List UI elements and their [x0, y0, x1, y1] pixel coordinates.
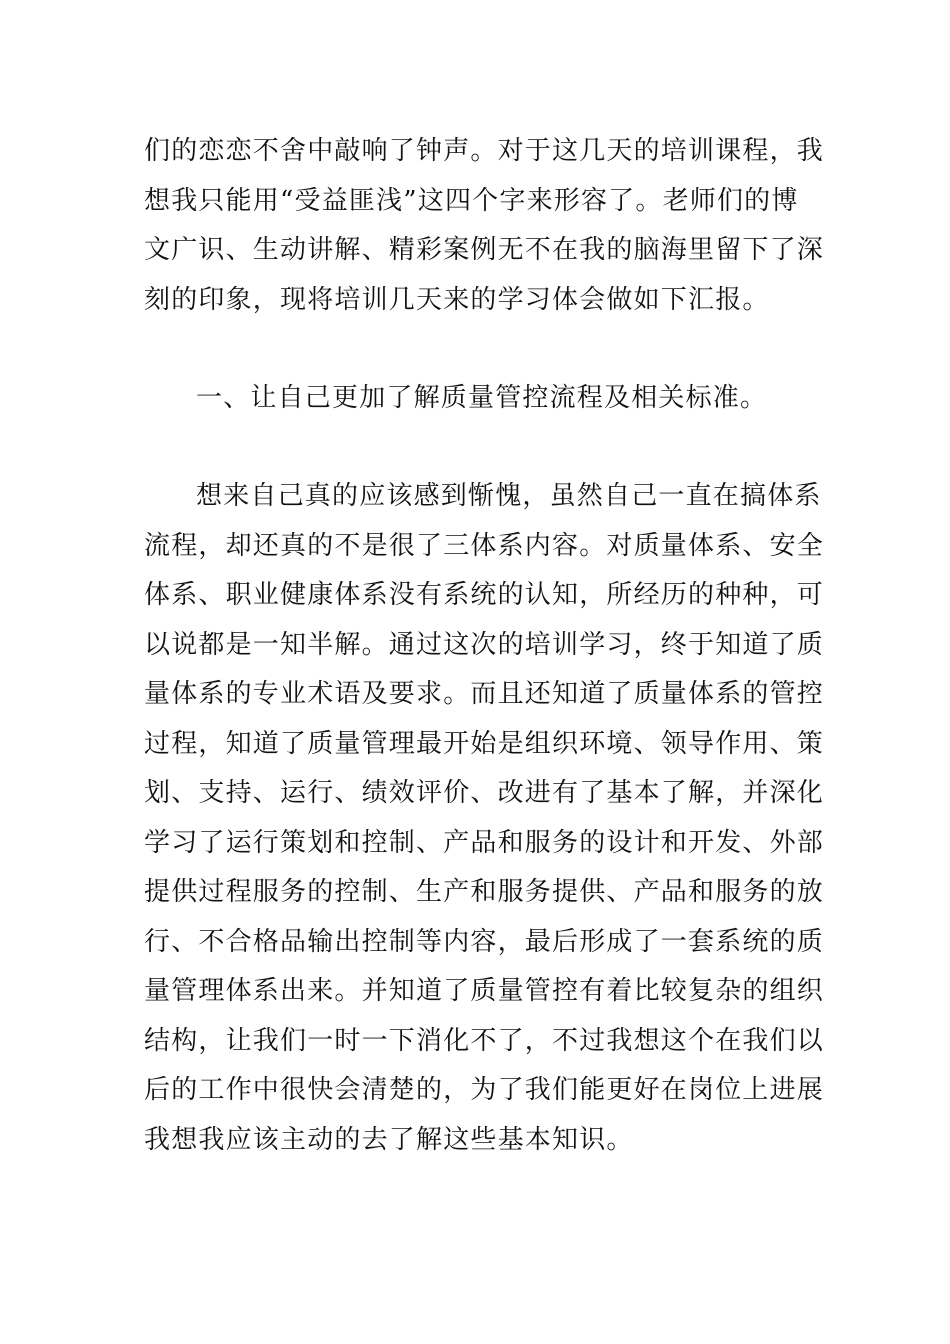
text-line: 以说都是一知半解。通过这次的培训学习，终于知道了质 [144, 629, 825, 660]
text-line: 想来自己真的应该感到惭愧，虽然自己一直在搞体系 [196, 481, 822, 511]
text-line: 结构，让我们一时一下消化不了，不过我想这个在我们以 [144, 1025, 825, 1056]
text-line: 量体系的专业术语及要求。而且还知道了质量体系的管控 [144, 679, 825, 709]
text-line: 提供过程服务的控制、生产和服务提供、产品和服务的放 [144, 877, 825, 907]
text-line: 量管理体系出来。并知道了质量管控有着比较复杂的组织 [144, 976, 825, 1006]
paragraph-2 [144, 472, 825, 1165]
text-line: 后的工作中很快会清楚的，为了我们能更好在岗位上进展 [144, 1075, 825, 1105]
text-line: 学习了运行策划和控制、产品和服务的设计和开发、外部 [144, 827, 825, 858]
text-line: 们的恋恋不舍中敲响了钟声。对于这几天的培训课程，我 [144, 136, 825, 166]
text-line: 刻的印象，现将培训几天来的学习体会做如下汇报。 [144, 284, 770, 315]
text-line: 想我只能用“受益匪浅”这四个字来形容了。老师们的博 [144, 185, 799, 216]
text-line: 行、不合格品输出控制等内容，最后形成了一套系统的质 [144, 926, 825, 957]
section-heading-text: 一、让自己更加了解质量管控流程及相关标准。 [196, 383, 768, 413]
text-line: 过程，知道了质量管理最开始是组织环境、领导作用、策 [144, 728, 825, 759]
text-line: 流程，却还真的不是很了三体系内容。对质量体系、安全 [144, 530, 825, 561]
paragraph-1 [144, 127, 825, 325]
section-heading [144, 374, 807, 424]
text-line: 文广识、生动讲解、精彩案例无不在我的脑海里留下了深 [144, 235, 825, 265]
text-line: 体系、职业健康体系没有系统的认知，所经历的种种，可 [144, 580, 825, 610]
text-line: 我想我应该主动的去了解这些基本知识。 [144, 1124, 634, 1155]
text-line: 划、支持、运行、绩效评价、改进有了基本了解，并深化 [144, 778, 825, 808]
